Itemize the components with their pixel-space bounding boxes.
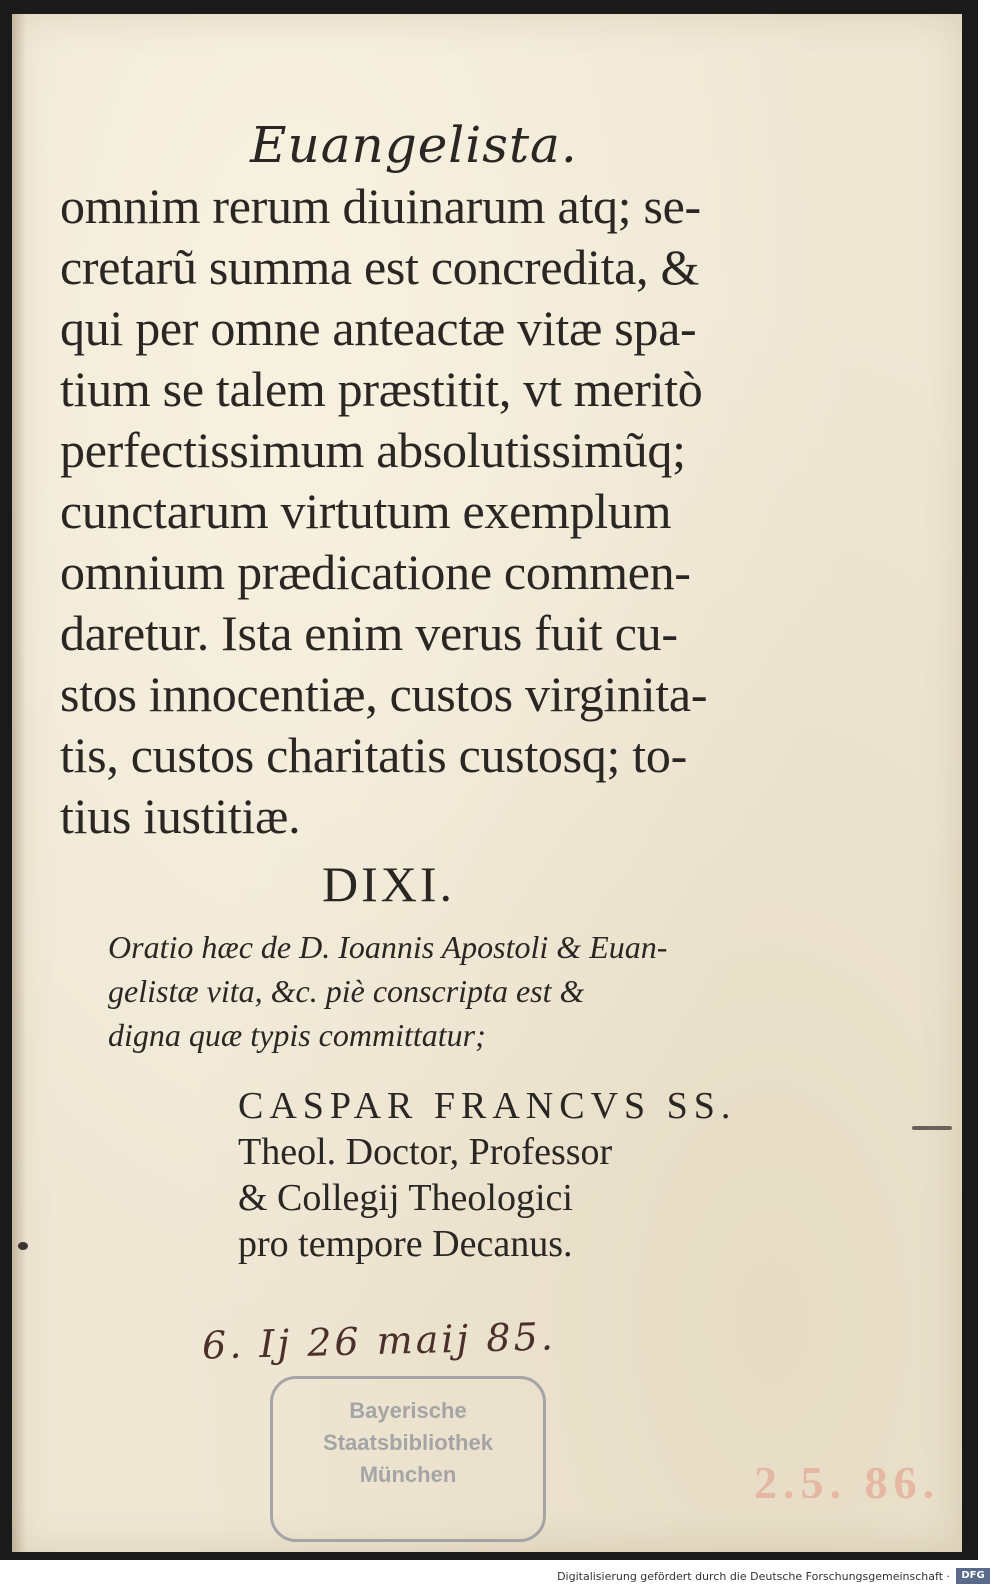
- approval-note: [108, 925, 748, 1057]
- approval-line: gelistæ vita, &c. piè conscripta est &: [108, 973, 585, 1009]
- approval-line: digna quæ typis committatur;: [108, 1017, 486, 1053]
- signatory-title: & Collegij Theologici: [238, 1177, 573, 1219]
- paper-mark: [912, 1126, 952, 1130]
- signature-block: [238, 1083, 760, 1267]
- handwritten-note: 6. Ij 26 maij 85.: [201, 1314, 557, 1368]
- body-line: daretur. Ista enim verus fuit cu-: [60, 605, 678, 661]
- ink-spot: [18, 1242, 28, 1250]
- body-line: stos innocentiæ, custos virginita-: [60, 666, 708, 722]
- shelfmark: 2.5. 86.: [754, 1457, 940, 1508]
- signatory-name: CASPAR FRANCVS SS.: [238, 1085, 737, 1127]
- footer-bar: [0, 1563, 1000, 1592]
- approval-line: Oratio hæc de D. Ioannis Apostoli & Euan-: [108, 929, 668, 965]
- library-stamp: [270, 1376, 546, 1542]
- body-line: tium se talem præstitit, vt meritò: [60, 361, 703, 417]
- body-line: omnium prædicatione commen-: [60, 544, 691, 600]
- funding-credit: Digitalisierung gefördert durch die Deutsche Forschungsgemeinschaft ·: [557, 1570, 950, 1583]
- closing-word: DIXI.: [322, 856, 456, 912]
- body-line: cunctarum virtutum exemplum: [60, 483, 672, 539]
- body-line: tius iustitiæ.: [60, 788, 301, 844]
- page-gutter-shadow: [12, 14, 26, 1552]
- book-page: [12, 14, 962, 1552]
- body-line: qui per omne anteactæ vitæ spa-: [60, 300, 697, 356]
- signatory-title: pro tempore Decanus.: [238, 1223, 573, 1265]
- body-line: tis, custos charitatis custosq; to-: [60, 727, 687, 783]
- stamp-line: München: [359, 1462, 457, 1487]
- signatory-title: Theol. Doctor, Professor: [238, 1131, 613, 1173]
- dfg-logo: DFG: [956, 1568, 990, 1584]
- body-line: cretarũ summa est concredita, &: [60, 239, 700, 295]
- stamp-line: Staatsbibliothek: [323, 1430, 493, 1455]
- running-heading: Euangelista.: [250, 116, 578, 174]
- body-line: perfectissimum absolutissimũq;: [60, 422, 686, 478]
- main-text-block: [60, 114, 760, 1267]
- body-line: omnim rerum diuinarum atq; se-: [60, 178, 701, 234]
- stamp-line: Bayerische: [349, 1398, 467, 1423]
